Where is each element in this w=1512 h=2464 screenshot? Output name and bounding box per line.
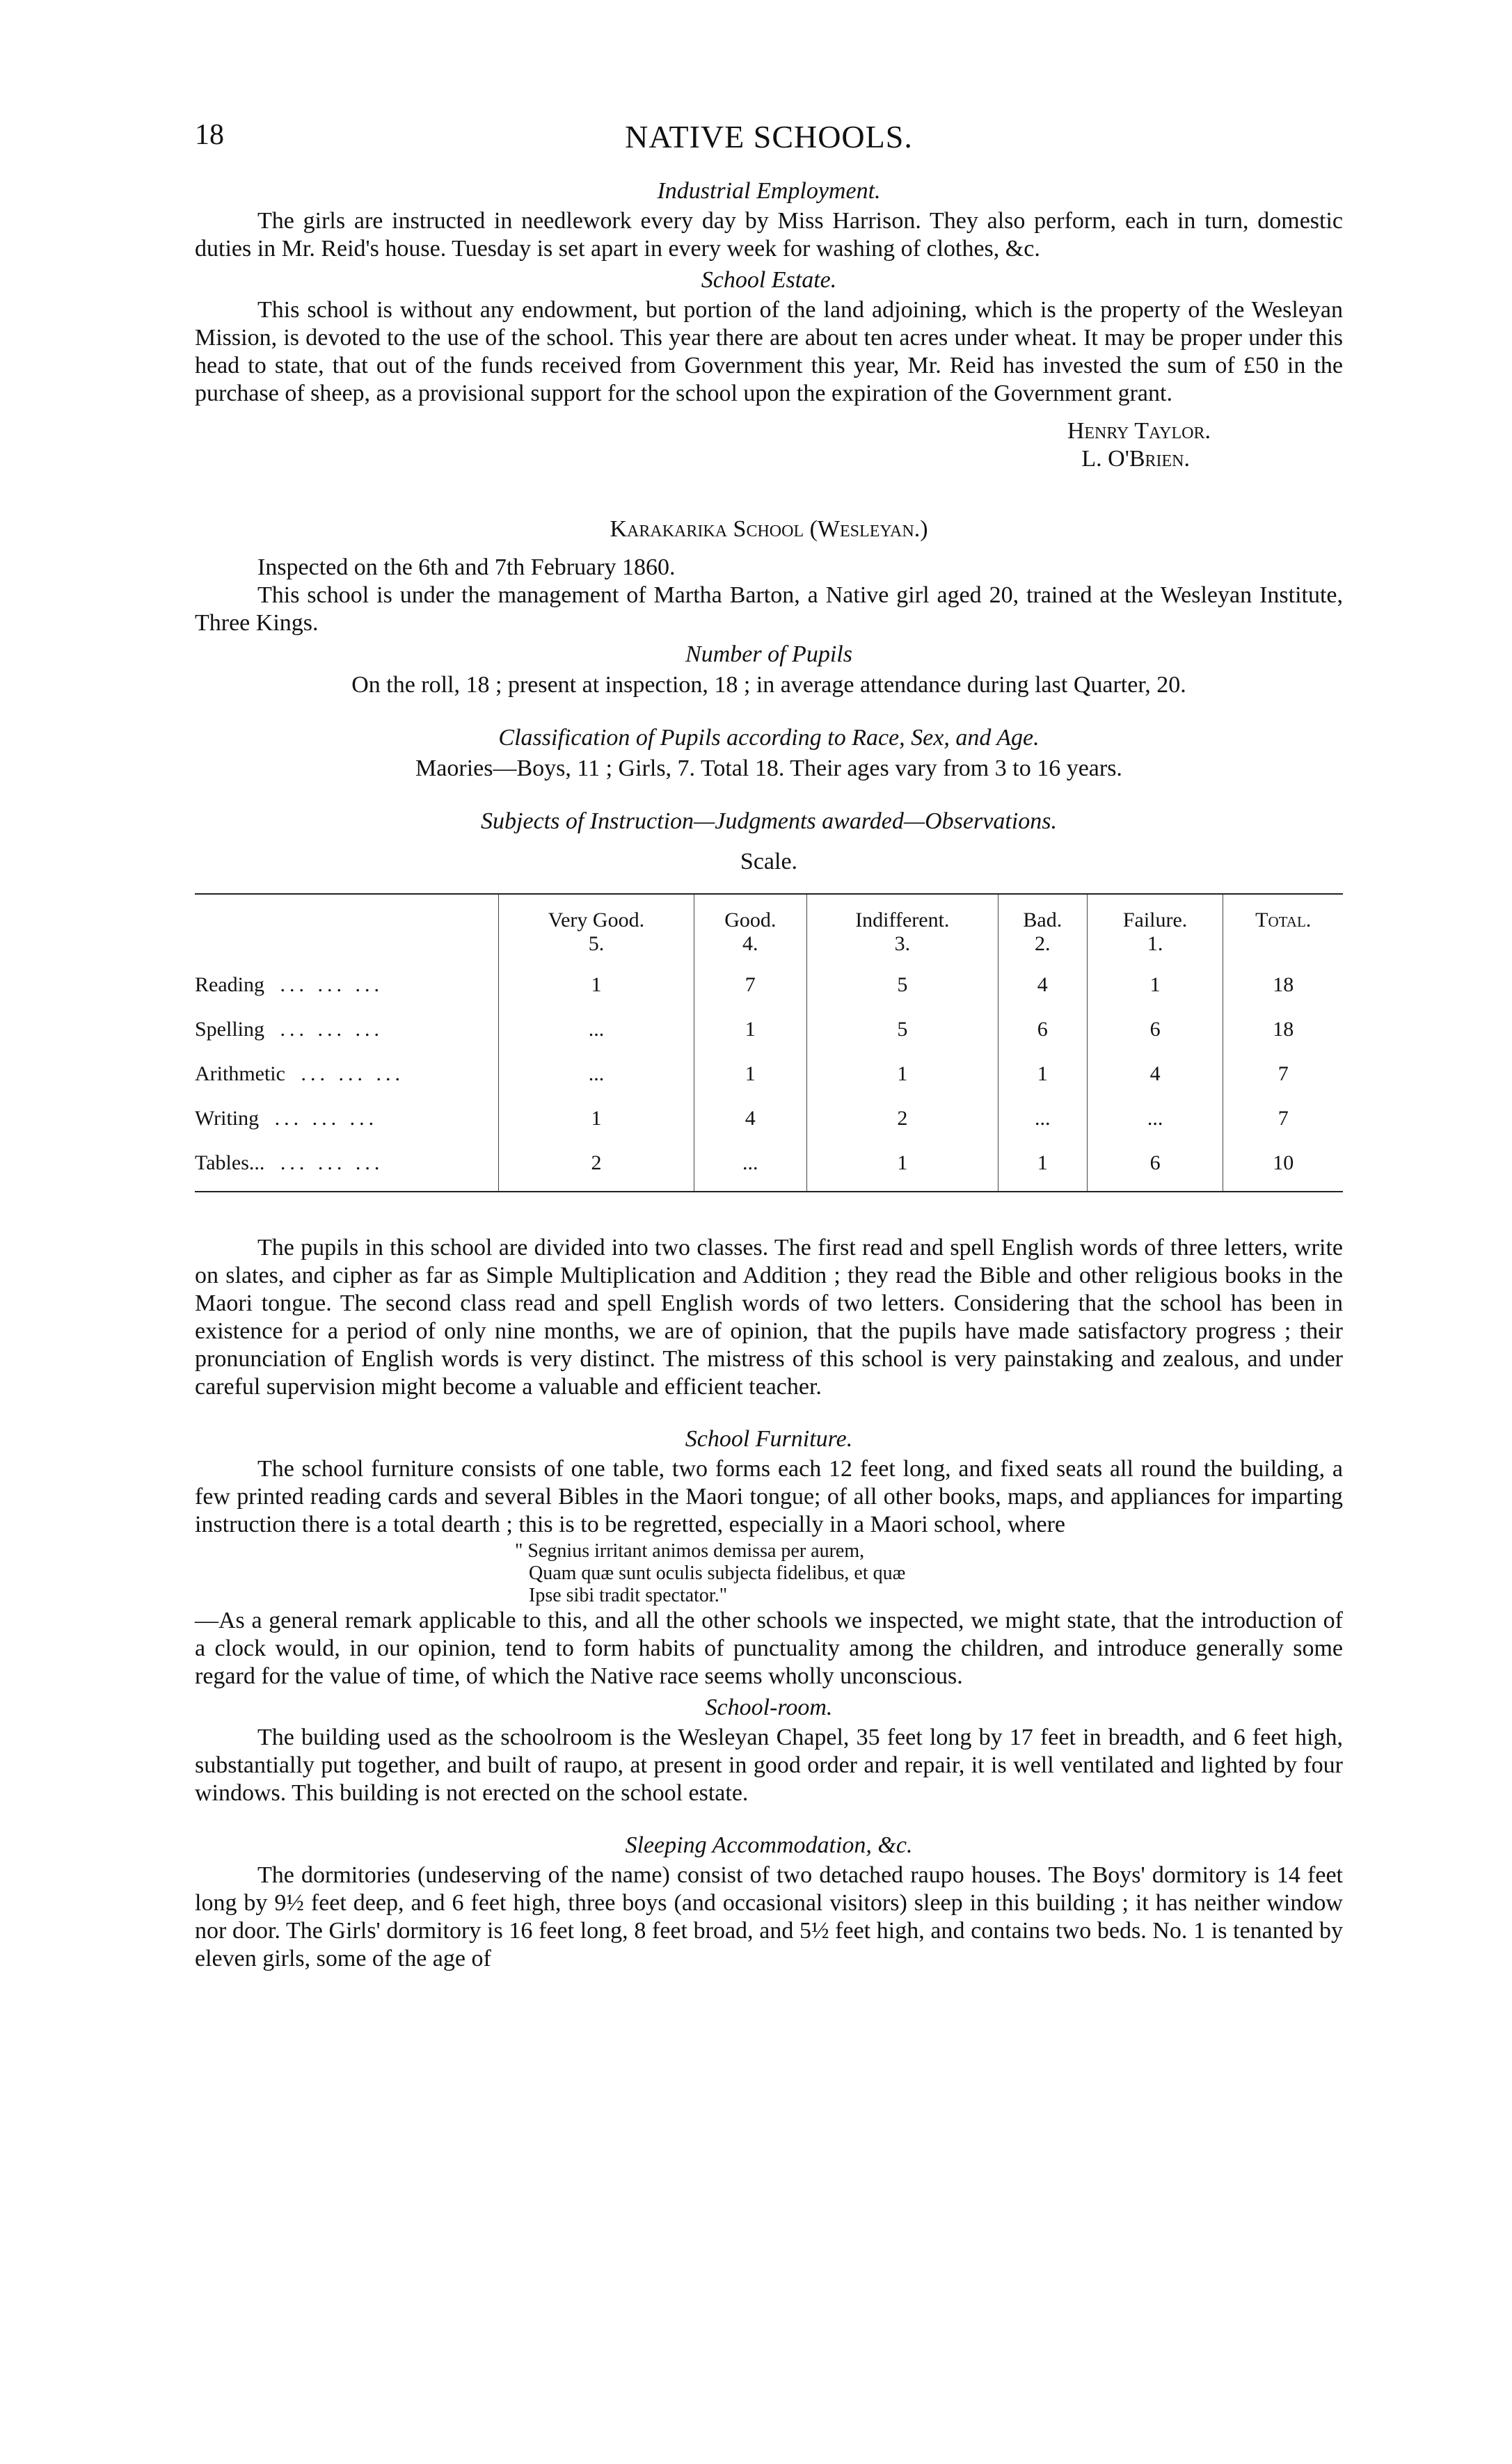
leader-dots: ... ... ... (301, 1062, 404, 1085)
table-row (195, 1141, 1343, 1192)
classification-text: Maories—Boys, 11 ; Girls, 7. Total 18. Their ages vary from 3 to 16 years. (415, 755, 1122, 781)
school-estate-text: This school is without any endowment, but portion of the land adjoining, which is the property of the Wesleyan Mission, is devoted to the use of the school. This year there are about ten acres under wheat. It may be proper under this head to state, that out of the funds received from Government this year, Mr. Reid has invested the sum of £50 in the purchase of sheep, as a provisional support for the school upon the expiration of the Government grant. (195, 297, 1343, 406)
sleeping-accommodation-text: The dormitories (undeserving of the name) consist of two detached raupo houses. The Boys' dormitory is 14 feet long by 9½ feet deep, and 6 feet high, three boys (and occasional visitors) sleep in this building ; it has neither window nor door. The Girls' dormitory is 16 feet long, 8 feet broad, and 5½ feet high, and contains two beds. No. 1 is tenanted by eleven girls, some of the age of (195, 1862, 1343, 1971)
value-cell: 1 (694, 1007, 806, 1052)
value-cell: 1 (499, 963, 694, 1007)
column-label: Total. (1255, 909, 1312, 931)
table-row (195, 963, 1343, 1007)
value-cell: 4 (1087, 1052, 1223, 1096)
value-cell: 6 (1087, 1007, 1223, 1052)
quote-line: " Segnius irritant animos demissa per aurem, (515, 1540, 865, 1562)
quote-line: Ipse sibi tradit spectator." (529, 1585, 728, 1606)
column-label: Failure. (1122, 909, 1188, 931)
value-cell: 1 (998, 1141, 1087, 1192)
value-cell: 1 (806, 1141, 998, 1192)
school-furniture-heading: School Furniture. (685, 1426, 853, 1452)
total-cell: 18 (1223, 1007, 1343, 1052)
total-cell: 10 (1223, 1141, 1343, 1192)
column-score: 4. (742, 932, 758, 955)
column-label: Indifferent. (855, 909, 950, 931)
page-number: 18 (195, 119, 224, 151)
subject-column-header (195, 894, 499, 963)
table-row (195, 1052, 1343, 1096)
value-cell: ... (998, 1096, 1087, 1141)
school-room-text: The building used as the schoolroom is the Wesleyan Chapel, 35 feet long by 17 feet in breadth, and 6 feet high, substantially put together, and built of raupo, at present in good order and repair, it is well ventilated and lighted by four windows. This building is not erected on the school estate. (195, 1725, 1343, 1806)
inspection-date: Inspected on the 6th and 7th February 1860. (257, 554, 676, 580)
school-estate-heading: School Estate. (701, 267, 837, 293)
total-cell: 7 (1223, 1096, 1343, 1141)
leader-dots: ... ... ... (274, 1107, 379, 1130)
industrial-employment-text: The girls are instructed in needlework every day by Miss Harrison. They also perform, each in turn, domestic duties in Mr. Reid's house. Tuesday is set apart in every week for washing of clothes, &c. (195, 208, 1343, 262)
signature-taylor: Henry Taylor. (1067, 418, 1211, 444)
value-cell: 4 (998, 963, 1087, 1007)
subjects-heading: Subjects of Instruction—Judgments awarded—Observations. (481, 808, 1057, 834)
column-label: Good. (724, 909, 777, 931)
pupils-heading: Number of Pupils (685, 641, 852, 667)
value-cell: 1 (998, 1052, 1087, 1096)
scale-table-header (195, 894, 1343, 963)
table-row (195, 1096, 1343, 1141)
value-cell: 1 (694, 1052, 806, 1096)
value-cell: 1 (806, 1052, 998, 1096)
clock-remark-text: —As a general remark applicable to this, and all the other schools we inspected, we might state, that the introduction of a clock would, in our opinion, tend to form habits of punctuality among the children, and introduce generally some regard for the value of time, of which the Native race seems wholly unconscious. (195, 1608, 1343, 1689)
scale-label: Scale. (740, 849, 798, 874)
value-cell: 4 (694, 1096, 806, 1141)
value-cell: 6 (1087, 1141, 1223, 1192)
column-score: 3. (894, 932, 911, 955)
column-label: Very Good. (548, 909, 645, 931)
value-cell: ... (1087, 1096, 1223, 1141)
value-cell: 1 (1087, 963, 1223, 1007)
sleeping-accommodation-heading: Sleeping Accommodation, &c. (625, 1832, 913, 1858)
subject-cell (195, 963, 499, 1007)
signature-obrien: L. O'Brien. (1081, 446, 1190, 472)
subject-cell (195, 1141, 499, 1192)
subject-name: Arithmetic (195, 1062, 285, 1085)
leader-dots: ... ... ... (280, 973, 383, 996)
column-header-indifferent (806, 894, 998, 963)
document-page (195, 118, 1343, 1973)
karakarika-intro: This school is under the management of Martha Barton, a Native girl aged 20, trained at the Wesleyan Institute, Three Kings. (195, 582, 1343, 636)
column-header-very-good (499, 894, 694, 963)
school-furniture-text: The school furniture consists of one table, two forms each 12 feet long, and fixed seats all round the building, a few printed reading cards and several Bibles in the Maori tongue; of all other books, maps, and appliances for imparting instruction there is a total dearth ; this is to be regretted, especially in a Maori school, where (195, 1456, 1343, 1537)
scale-table (195, 893, 1343, 1192)
value-cell: ... (499, 1007, 694, 1052)
classification-heading: Classification of Pupils according to Race, Sex, and Age. (498, 725, 1040, 751)
pupils-text: On the roll, 18 ; present at inspection, 18 ; in average attendance during last Quarter, 20. (351, 672, 1186, 698)
latin-quotation (515, 1540, 1343, 1607)
total-cell: 7 (1223, 1052, 1343, 1096)
subject-name: Tables... (195, 1151, 265, 1174)
table-row (195, 1007, 1343, 1052)
value-cell: 6 (998, 1007, 1087, 1052)
column-header-total (1223, 894, 1343, 963)
column-header-good (694, 894, 806, 963)
value-cell: ... (499, 1052, 694, 1096)
page-header (195, 118, 1343, 174)
leader-dots: ... ... ... (280, 1018, 384, 1041)
karakarika-title: Karakarika School (Wesleyan.) (610, 516, 928, 542)
subject-name: Reading (195, 973, 264, 996)
column-header-bad (998, 894, 1087, 963)
value-cell: 1 (499, 1096, 694, 1141)
leader-dots: ... ... ... (280, 1151, 384, 1174)
subject-cell (195, 1052, 499, 1096)
column-score: 1. (1147, 932, 1163, 955)
school-room-heading: School-room. (705, 1695, 833, 1720)
column-label: Bad. (1023, 909, 1063, 931)
observations-text: The pupils in this school are divided into two classes. The first read and spell English words of three letters, write on slates, and cipher as far as Simple Multiplication and Addition ; they read the Bible and other religious books in the Maori tongue. The second class read and spell English words of two letters. Considering that the school has been in existence for a period of only nine months, we are of opinion, that the pupils have made satisfactory progress ; their pronunciation of English words is very distinct. The mistress of this school is very painstaking and zealous, and under careful supervision might become a valuable and efficient teacher. (195, 1235, 1343, 1400)
column-score: 2. (1035, 932, 1051, 955)
value-cell: 7 (694, 963, 806, 1007)
value-cell: ... (694, 1141, 806, 1192)
subject-cell (195, 1007, 499, 1052)
subject-cell (195, 1096, 499, 1141)
total-cell: 18 (1223, 963, 1343, 1007)
column-score: 5. (588, 932, 605, 955)
running-title: NATIVE SCHOOLS. (625, 119, 913, 154)
value-cell: 5 (806, 1007, 998, 1052)
value-cell: 2 (806, 1096, 998, 1141)
subject-name: Spelling (195, 1018, 265, 1041)
column-header-failure (1087, 894, 1223, 963)
value-cell: 5 (806, 963, 998, 1007)
value-cell: 2 (499, 1141, 694, 1192)
quote-line: Quam quæ sunt oculis subjecta fidelibus, et quæ (529, 1562, 906, 1584)
subject-name: Writing (195, 1107, 260, 1130)
industrial-employment-heading: Industrial Employment. (657, 178, 881, 204)
